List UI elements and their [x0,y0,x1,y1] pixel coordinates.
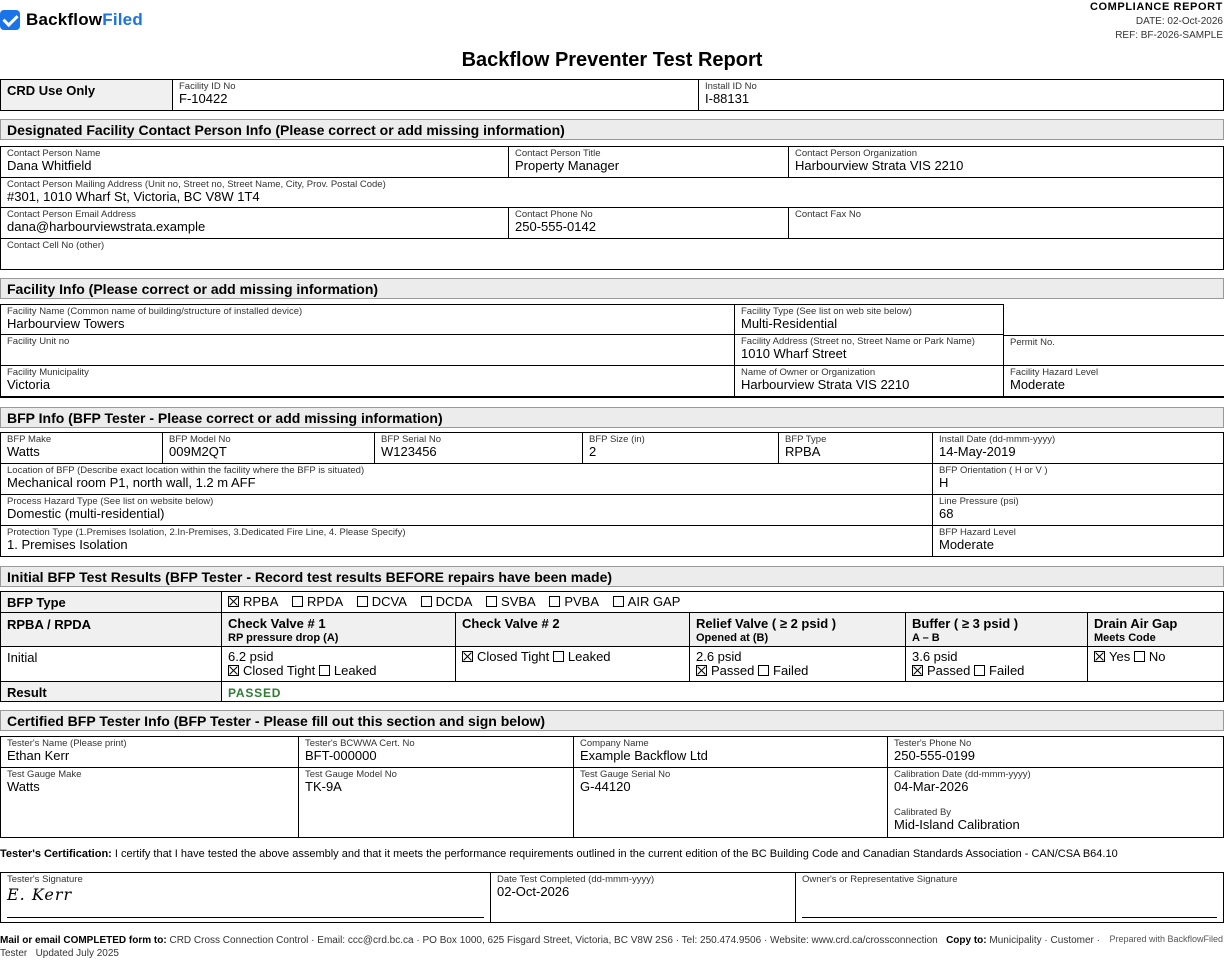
type-option-dcda[interactable]: DCDA [421,594,473,609]
tester-signature-field[interactable]: Tester's Signature E. Kerr [1,873,491,922]
cv1-leaked-option[interactable]: Leaked [319,663,377,678]
relief-valve-header: Relief Valve ( ≥ 2 psid ) Opened at (B) [690,613,906,647]
report-date: DATE: 02-Oct-2026 [1135,15,1223,27]
checkbox-icon [549,596,560,607]
bfp-serial-field[interactable]: BFP Serial No W123456 [375,433,583,464]
buffer-header: Buffer ( ≥ 3 psid ) A – B [906,613,1088,647]
brand-name: BackflowFiled [26,10,143,29]
protection-type-field[interactable]: Protection Type (1.Premises Isolation, 2.In-Premises, 3.Dedicated Fire Line, 4. Please Specify) 1. Premises Isolation [1,526,933,556]
contact-title-field[interactable]: Contact Person Title Property Manager [509,147,789,178]
contact-cell-field[interactable]: Contact Cell No (other) [7,240,105,251]
bfp-hazard-field[interactable]: BFP Hazard Level Moderate [939,527,1016,552]
buffer-failed-option[interactable]: Failed [974,663,1024,678]
type-option-pvba[interactable]: PVBA [549,594,599,609]
crd-use-only: CRD Use Only [1,80,173,110]
facility-type-field[interactable]: Facility Type (See list on web site below) Multi-Residential [735,304,1004,335]
permit-field[interactable]: Permit No. [1004,335,1224,366]
bfp-type-label: BFP Type [1,592,222,613]
facility-municipality-field[interactable]: Facility Municipality Victoria [1,366,735,397]
contact-fax-field[interactable]: Contact Fax No [789,208,1223,239]
facility-hazard-field[interactable]: Facility Hazard Level Moderate [1004,366,1224,397]
check-valve-2-result [456,647,690,682]
contact-org-field[interactable]: Contact Person Organization Harbourview Strata VIS 2210 [789,147,1223,178]
type-option-air-gap[interactable]: AIR GAP [613,594,681,609]
gauge-model-field[interactable]: Test Gauge Model No TK-9A [299,768,574,837]
tester-section-heading: Certified BFP Tester Info (BFP Tester - Please fill out this section and sign below) [0,710,1224,731]
air-gap-yes-option[interactable]: Yes [1094,649,1130,664]
signature-line [7,917,484,918]
checked-box-icon [1094,651,1105,662]
line-pressure-field[interactable]: Line Pressure (psi) 68 [933,495,1223,526]
tester-section [0,736,1224,838]
checkbox-icon [486,596,497,607]
bfp-size-field[interactable]: BFP Size (in) 2 [583,433,779,464]
facility-name-field[interactable]: Facility Name (Common name of building/structure of installed device) Harbourview Towers [1,304,735,335]
check-valve-1-header: Check Valve # 1 RP pressure drop (A) [222,613,456,647]
calibration-field[interactable]: Calibration Date (dd-mmm-yyyy) 04-Mar-2026 Calibrated By Mid-Island Calibration [894,769,1031,832]
facility-address-field[interactable]: Facility Address (Street no, Street Name or Park Name) 1010 Wharf Street [735,335,1004,366]
report-type: COMPLIANCE REPORT [1089,1,1223,13]
bfp-location-field[interactable]: Location of BFP (Describe exact location within the facility where the BFP is situated) Mechanical room P1, north wall, 1.2 m AFF [1,464,933,495]
bfp-section [0,432,1224,557]
bfp-type-field[interactable]: BFP Type RPBA [779,433,933,464]
brand-logo [0,10,143,30]
signature-line [802,917,1217,918]
checked-box-icon [228,596,239,607]
rpba-rpda-header: RPBA / RPDA [1,613,222,647]
result-label: Result [1,682,222,701]
drain-air-gap-result [1088,647,1223,682]
cv2-closed-tight-option[interactable]: Closed Tight [462,649,549,664]
tester-signature: E. Kerr [7,885,73,904]
prepared-with-note: Prepared with BackflowFiled [1109,934,1223,944]
type-option-dcva[interactable]: DCVA [357,594,407,609]
footer-instructions: Mail or email COMPLETED form to: CRD Cross Connection Control · Email: ccc@crd.bc.ca · PO Box 1000, 625 Fisgard Street, Victoria, BC V8W 2S6 · Tel: 250.474.9506 · Website: www.crd.ca/crossconnection Copy to: Municipality · Customer · Tester Updated July 2025 [0,935,1100,959]
checkbox-icon [613,596,624,607]
checkbox-icon [292,596,303,607]
test-date-field[interactable]: Date Test Completed (dd-mmm-yyyy) 02-Oct-2026 [491,873,796,922]
contact-phone-field[interactable]: Contact Phone No 250-555-0142 [509,208,789,239]
company-name-field[interactable]: Company Name Example Backflow Ltd [574,737,888,768]
tester-phone-field[interactable]: Tester's Phone No 250-555-0199 [888,737,1223,768]
contact-section [0,146,1224,270]
signature-section [0,872,1224,923]
cv1-pressure-value[interactable]: 6.2 psid [228,649,274,664]
relief-valve-result [690,647,906,682]
tester-cert-field[interactable]: Tester's BCWWA Cert. No BFT-000000 [299,737,574,768]
checkmark-logo-icon [0,10,20,30]
report-header [0,0,1224,75]
bfp-section-heading: BFP Info (BFP Tester - Please correct or add missing information) [0,407,1224,428]
buffer-passed-option[interactable]: Passed [912,663,970,678]
checkbox-icon [553,651,564,662]
contact-name-field[interactable]: Contact Person Name Dana Whitfield [1,147,509,178]
test-section-heading: Initial BFP Test Results (BFP Tester - Record test results BEFORE repairs have been made) [0,566,1224,587]
result-value [222,682,1223,701]
tester-name-field[interactable]: Tester's Name (Please print) Ethan Kerr [1,737,299,768]
bfp-model-field[interactable]: BFP Model No 009M2QT [163,433,375,464]
check-valve-1-result [222,647,456,682]
checked-box-icon [462,651,473,662]
checkbox-icon [1134,651,1145,662]
buffer-pressure-value[interactable]: 3.6 psid [912,649,958,664]
facility-id-field[interactable]: Facility ID No F-10422 [173,80,699,110]
initial-label: Initial [1,647,222,682]
checkbox-icon [357,596,368,607]
checked-box-icon [912,665,923,676]
bfp-type-options [222,592,1223,613]
rv-failed-option[interactable]: Failed [758,663,808,678]
report-ref: REF: BF-2026-SAMPLE [1115,30,1223,41]
drain-air-gap-header: Drain Air Gap Meets Code [1088,613,1223,647]
rv-passed-option[interactable]: Passed [696,663,754,678]
facility-section-heading: Facility Info (Please correct or add missing information) [0,278,1224,299]
owner-signature-field[interactable]: Owner's or Representative Signature [796,873,1223,922]
check-valve-2-header: Check Valve # 2 [456,613,690,647]
process-hazard-field[interactable]: Process Hazard Type (See list on website below) Domestic (multi-residential) [1,495,933,526]
facility-unit-field[interactable]: Facility Unit no [1,335,735,366]
checked-box-icon [228,665,239,676]
checked-box-icon [696,665,707,676]
status-badge: PASSED [228,686,282,700]
checkbox-icon [319,665,330,676]
test-results-table [0,591,1224,702]
rv-pressure-value[interactable]: 2.6 psid [696,649,742,664]
contact-address-field[interactable]: Contact Person Mailing Address (Unit no, Street no, Street Name, City, Prov. Postal Code) #301, 1010 Wharf St, Victoria, BC V8W 1T4 [1,178,1223,208]
bfp-install-date-field[interactable]: Install Date (dd-mmm-yyyy) 14-May-2019 [933,433,1223,464]
facility-owner-field[interactable]: Name of Owner or Organization Harbourview Strata VIS 2210 [735,366,1004,397]
type-option-svba[interactable]: SVBA [486,594,536,609]
crd-section [0,79,1224,111]
checkbox-icon [758,665,769,676]
type-option-rpda[interactable]: RPDA [292,594,343,609]
bfp-orientation-field[interactable]: BFP Orientation ( H or V ) H [933,464,1223,495]
air-gap-no-option[interactable]: No [1134,649,1166,664]
buffer-result [906,647,1088,682]
type-option-rpba[interactable]: RPBA [228,594,278,609]
cv1-closed-tight-option[interactable]: Closed Tight [228,663,315,678]
tester-certification: Tester's Certification: I certify that I have tested the above assembly and that it meets the performance requirements outlined in the current edition of the BC Building Code and Canadian Standards Association - CAN/CSA B64.10 [0,848,1118,860]
checkbox-icon [974,665,985,676]
checkbox-icon [421,596,432,607]
bfp-make-field[interactable]: BFP Make Watts [1,433,163,464]
report-meta [1090,0,1223,44]
updated-note: Updated July 2025 [35,948,119,959]
contact-section-heading: Designated Facility Contact Person Info (Please correct or add missing information) [0,119,1224,140]
gauge-make-field[interactable]: Test Gauge Make Watts [1,768,299,837]
page-title: Backflow Preventer Test Report [461,49,763,71]
facility-section [0,304,1224,398]
contact-email-field[interactable]: Contact Person Email Address dana@harbourviewstrata.example [1,208,509,239]
install-id-field[interactable]: Install ID No I-88131 [705,81,757,106]
gauge-serial-field[interactable]: Test Gauge Serial No G-44120 [574,768,888,837]
cv2-leaked-option[interactable]: Leaked [553,649,611,664]
